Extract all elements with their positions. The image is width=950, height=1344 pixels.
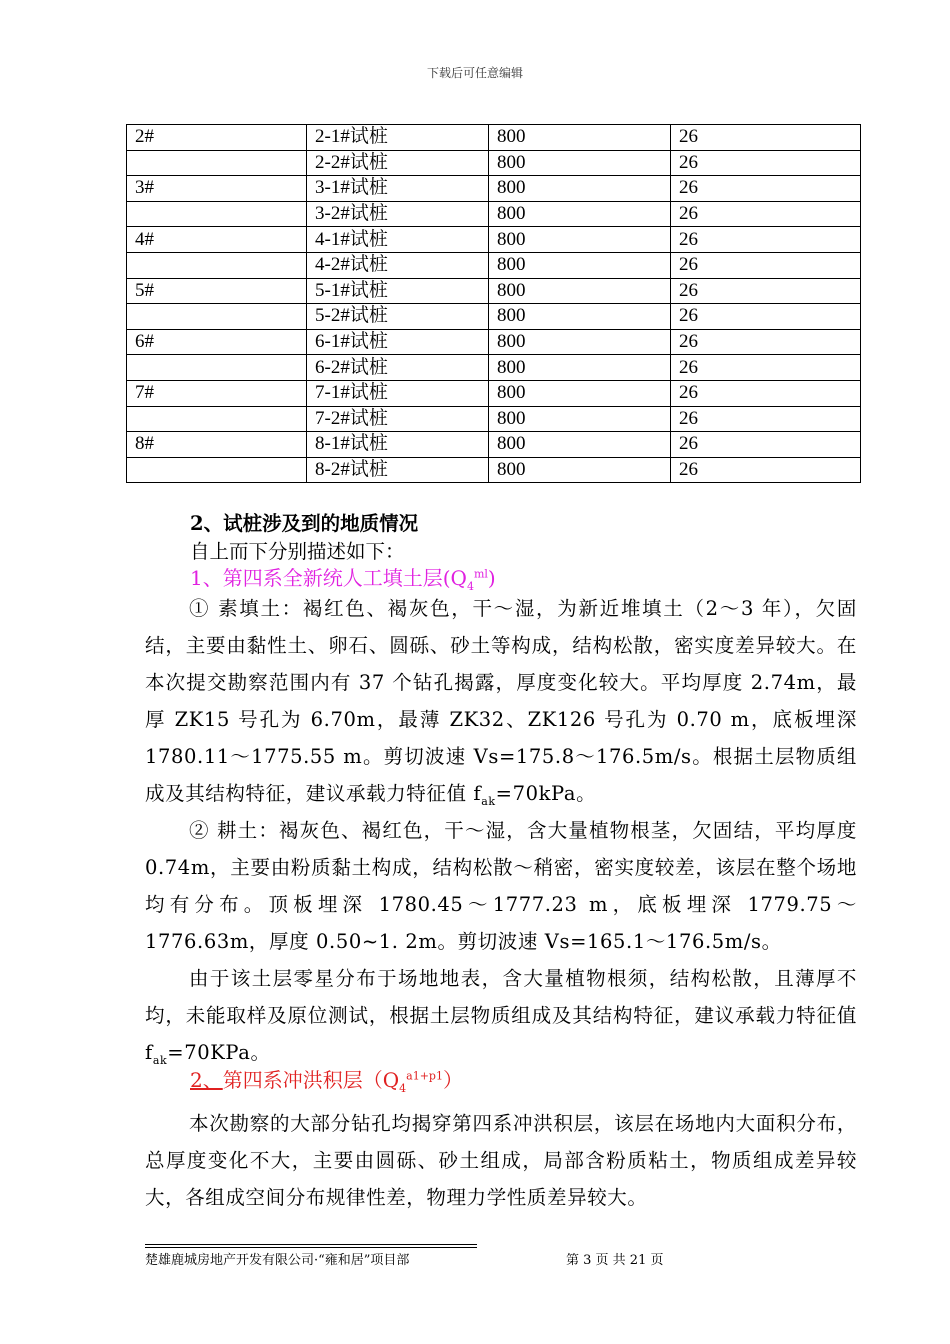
table-row — [127, 252, 861, 278]
pile-id-cell: 4-1#试桩 — [307, 227, 489, 253]
table-row — [127, 406, 861, 432]
pile-id-cell: 7-2#试桩 — [307, 406, 489, 432]
pile-group-cell — [127, 304, 307, 330]
pile-group-cell — [127, 457, 307, 483]
pile-diameter-cell: 800 — [489, 176, 671, 202]
pile-group-cell: 4# — [127, 227, 307, 253]
layer1-para1-text-end: =70kPa。 — [495, 782, 597, 805]
layer2-title-sup: a1+p1 — [406, 1069, 443, 1083]
footer-divider — [145, 1244, 477, 1245]
table-row — [127, 355, 861, 381]
layer1-para3-text: 由于该土层零星分布于场地地表，含大量植物根须，结构松散，且薄厚不均，未能取样及原位测试，根据土层物质组成及其结构特征，建议承载力特征值 f — [145, 967, 857, 1064]
pile-group-cell: 7# — [127, 380, 307, 406]
layer2-title-suffix: ） — [442, 1068, 463, 1092]
table-row — [127, 432, 861, 458]
table-row — [127, 176, 861, 202]
pile-diameter-cell: 800 — [489, 457, 671, 483]
pile-group-cell — [127, 355, 307, 381]
section-heading: 2、试桩涉及到的地质情况 — [190, 512, 419, 535]
pile-length-cell: 26 — [671, 406, 861, 432]
pile-length-cell: 26 — [671, 150, 861, 176]
pile-diameter-cell: 800 — [489, 278, 671, 304]
table-row — [127, 278, 861, 304]
pile-length-cell: 26 — [671, 304, 861, 330]
pile-diameter-cell: 800 — [489, 380, 671, 406]
pile-length-cell: 26 — [671, 355, 861, 381]
layer1-title-suffix: ) — [487, 566, 496, 590]
pile-diameter-cell: 800 — [489, 227, 671, 253]
pile-id-cell: 3-2#试桩 — [307, 201, 489, 227]
pile-length-cell: 26 — [671, 432, 861, 458]
pile-diameter-cell: 800 — [489, 355, 671, 381]
layer1-title-sup: ml — [473, 567, 488, 581]
footer-page-number: 第 3 页 共 21 页 — [566, 1253, 664, 1268]
pile-length-cell: 26 — [671, 201, 861, 227]
pile-group-cell: 2# — [127, 125, 307, 151]
layer1-para3-text-end: =70KPa。 — [167, 1041, 271, 1064]
layer2-body — [145, 1105, 857, 1216]
footer-divider-second — [145, 1247, 477, 1248]
pile-diameter-cell: 800 — [489, 150, 671, 176]
layer2-title — [190, 1064, 463, 1093]
pile-diameter-cell: 800 — [489, 432, 671, 458]
pile-id-cell: 8-2#试桩 — [307, 457, 489, 483]
test-pile-table — [126, 124, 861, 483]
pile-diameter-cell: 800 — [489, 252, 671, 278]
table-row — [127, 304, 861, 330]
pile-length-cell: 26 — [671, 227, 861, 253]
pile-id-cell: 7-1#试桩 — [307, 380, 489, 406]
pile-diameter-cell: 800 — [489, 201, 671, 227]
layer1-body — [145, 590, 857, 1071]
table-row — [127, 125, 861, 151]
pile-diameter-cell: 800 — [489, 304, 671, 330]
table-row — [127, 201, 861, 227]
layer1-paragraph-cultivated-soil: ② 耕土：褐灰色、褐红色，干～湿，含大量植物根茎，欠固结，平均厚度 0.74m，主要由粉质黏土构成，结构松散～稍密，密实度较差，该层在整个场地均有分布。顶板埋深 1780.45～1777.23 m，底板埋深 1779.75～1776.63m，厚度 0.50~1. 2m。剪切波速 Vs=165.1～176.5m/s。 — [145, 819, 857, 953]
layer1-title-sub: 4 — [466, 580, 474, 593]
page-header: 下载后可任意编辑 — [426, 66, 523, 80]
layer2-paragraph: 本次勘察的大部分钻孔均揭穿第四系冲洪积层，该层在场地内大面积分布，总厚度变化不大，主要由圆砾、砂土组成，局部含粉质粘土，物质组成差异较大，各组成空间分布规律性差，物理力学性质差异较大。 — [145, 1112, 857, 1209]
table-row — [127, 227, 861, 253]
layer2-title-text: 第四系冲洪积层（Q — [222, 1068, 400, 1092]
pile-group-cell: 8# — [127, 432, 307, 458]
pile-length-cell: 26 — [671, 176, 861, 202]
layer1-para1-sub: ak — [481, 794, 496, 808]
table-row — [127, 380, 861, 406]
pile-id-cell: 5-2#试桩 — [307, 304, 489, 330]
pile-id-cell: 4-2#试桩 — [307, 252, 489, 278]
test-pile-table-body — [127, 125, 861, 483]
pile-length-cell: 26 — [671, 278, 861, 304]
pile-id-cell: 3-1#试桩 — [307, 176, 489, 202]
pile-length-cell: 26 — [671, 457, 861, 483]
pile-diameter-cell: 800 — [489, 406, 671, 432]
layer1-title-prefix: 1、第四系全新统人工填土层(Q — [190, 566, 467, 590]
section-intro: 自上而下分别描述如下： — [190, 540, 405, 563]
layer1-para3-sub: ak — [152, 1053, 168, 1067]
layer1-paragraph-summary — [145, 960, 857, 1071]
pile-length-cell: 26 — [671, 380, 861, 406]
pile-id-cell: 2-2#试桩 — [307, 150, 489, 176]
pile-diameter-cell: 800 — [489, 329, 671, 355]
layer1-paragraph-fill-soil — [145, 590, 857, 812]
pile-length-cell: 26 — [671, 329, 861, 355]
pile-id-cell: 6-2#试桩 — [307, 355, 489, 381]
pile-group-cell — [127, 406, 307, 432]
layer2-title-sub: 4 — [399, 1082, 407, 1095]
pile-group-cell — [127, 150, 307, 176]
table-row — [127, 150, 861, 176]
layer1-title — [190, 562, 496, 591]
pile-diameter-cell: 800 — [489, 125, 671, 151]
pile-id-cell: 5-1#试桩 — [307, 278, 489, 304]
pile-group-cell: 3# — [127, 176, 307, 202]
pile-id-cell: 6-1#试桩 — [307, 329, 489, 355]
pile-id-cell: 2-1#试桩 — [307, 125, 489, 151]
pile-length-cell: 26 — [671, 252, 861, 278]
table-row — [127, 329, 861, 355]
pile-length-cell: 26 — [671, 125, 861, 151]
pile-group-cell — [127, 252, 307, 278]
layer2-title-num: 2、 — [190, 1068, 223, 1092]
pile-group-cell: 5# — [127, 278, 307, 304]
layer1-para1-text: ① 素填土：褐红色、褐灰色，干～湿，为新近堆填土（2～3 年），欠固结，主要由黏性土、卵石、圆砾、砂土等构成，结构松散，密实度差异较大。在本次提交勘察范围内有 37 个钻孔揭露，厚度变化较大。平均厚度 2.74m，最厚 ZK15 号孔为 6.70m，最薄 ZK32、ZK126 号孔为 0.70 m，底板埋深 1780.11～1775.55 m。剪切波速 Vs=175.8～176.5m/s。根据土层物质组成及其结构特征，建议承载力特征值 f — [145, 597, 857, 805]
footer-company: 楚雄鹿城房地产开发有限公司·“雍和居”项目部 — [145, 1253, 410, 1268]
pile-group-cell — [127, 201, 307, 227]
pile-group-cell: 6# — [127, 329, 307, 355]
table-row — [127, 457, 861, 483]
pile-id-cell: 8-1#试桩 — [307, 432, 489, 458]
